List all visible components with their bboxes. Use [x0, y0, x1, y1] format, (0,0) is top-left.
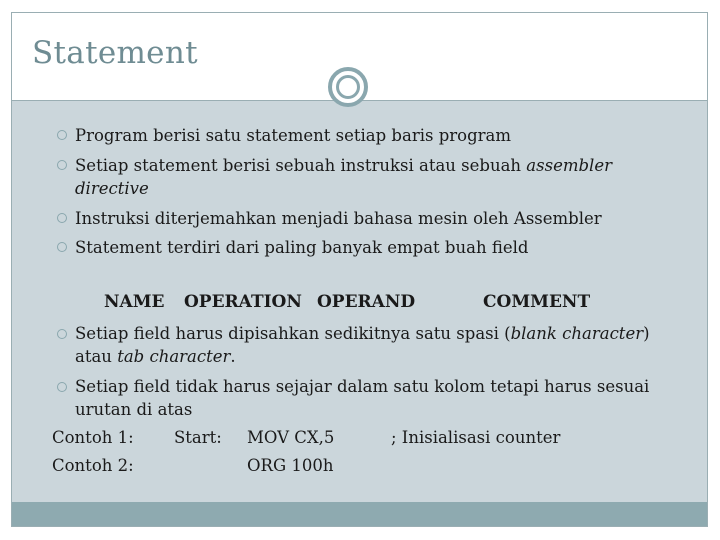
bullet-text: Setiap field tidak harus sejajar dalam satu kolom tetapi harus sesuai — [75, 377, 650, 396]
bullet-item — [75, 236, 528, 259]
field-comment: COMMENT — [483, 292, 591, 312]
bullet-item — [75, 375, 649, 398]
bullet-text: Program berisi satu statement setiap baris program — [75, 126, 512, 145]
bullet-item — [75, 154, 612, 177]
example-comment: ; Inisialisasi counter — [391, 428, 561, 447]
field-name: NAME — [104, 292, 165, 312]
bullet-item — [75, 322, 650, 345]
bullet-item — [75, 124, 511, 147]
example-label: Contoh 1: — [52, 428, 134, 447]
example-instruction: ORG 100h — [247, 456, 334, 475]
bullet-text: ) — [643, 324, 650, 343]
example-instruction: MOV CX,5 — [247, 428, 335, 447]
bullet-continuation — [75, 398, 192, 421]
example-label: Contoh 2: — [52, 456, 134, 475]
field-operation: OPERATION — [184, 292, 302, 312]
bullet-continuation — [75, 345, 236, 368]
bullet-continuation — [75, 177, 149, 200]
field-operand: OPERAND — [317, 292, 416, 312]
bullet-text: . — [230, 347, 236, 366]
bullet-text-italic: assembler — [526, 156, 612, 175]
bullet-text-italic: blank character — [510, 324, 644, 343]
bullet-text-italic: tab character — [117, 347, 231, 366]
bullet-text: Instruksi diterjemahkan menjadi bahasa mesin oleh Assembler — [75, 209, 602, 228]
hollow-circle-bullet-icon — [57, 382, 67, 392]
bullet-item — [75, 207, 602, 230]
bullet-text: atau — [75, 347, 118, 366]
bullet-text: Setiap statement berisi sebuah instruksi atau sebuah — [75, 156, 527, 175]
hollow-circle-bullet-icon — [57, 329, 67, 339]
hollow-circle-bullet-icon — [57, 242, 67, 252]
bullet-text: Setiap field harus dipisahkan sedikitnya satu spasi ( — [75, 324, 511, 343]
inner-ring-icon — [336, 75, 360, 99]
example-start-label: Start: — [174, 428, 222, 447]
hollow-circle-bullet-icon — [57, 160, 67, 170]
bullet-text: Statement terdiri dari paling banyak empat buah field — [75, 238, 529, 257]
slide-title: Statement — [32, 35, 198, 71]
hollow-circle-bullet-icon — [57, 130, 67, 140]
bullet-text-italic: directive — [75, 179, 149, 198]
bullet-text: urutan di atas — [75, 400, 193, 419]
hollow-circle-bullet-icon — [57, 213, 67, 223]
footer-bar — [12, 502, 707, 526]
